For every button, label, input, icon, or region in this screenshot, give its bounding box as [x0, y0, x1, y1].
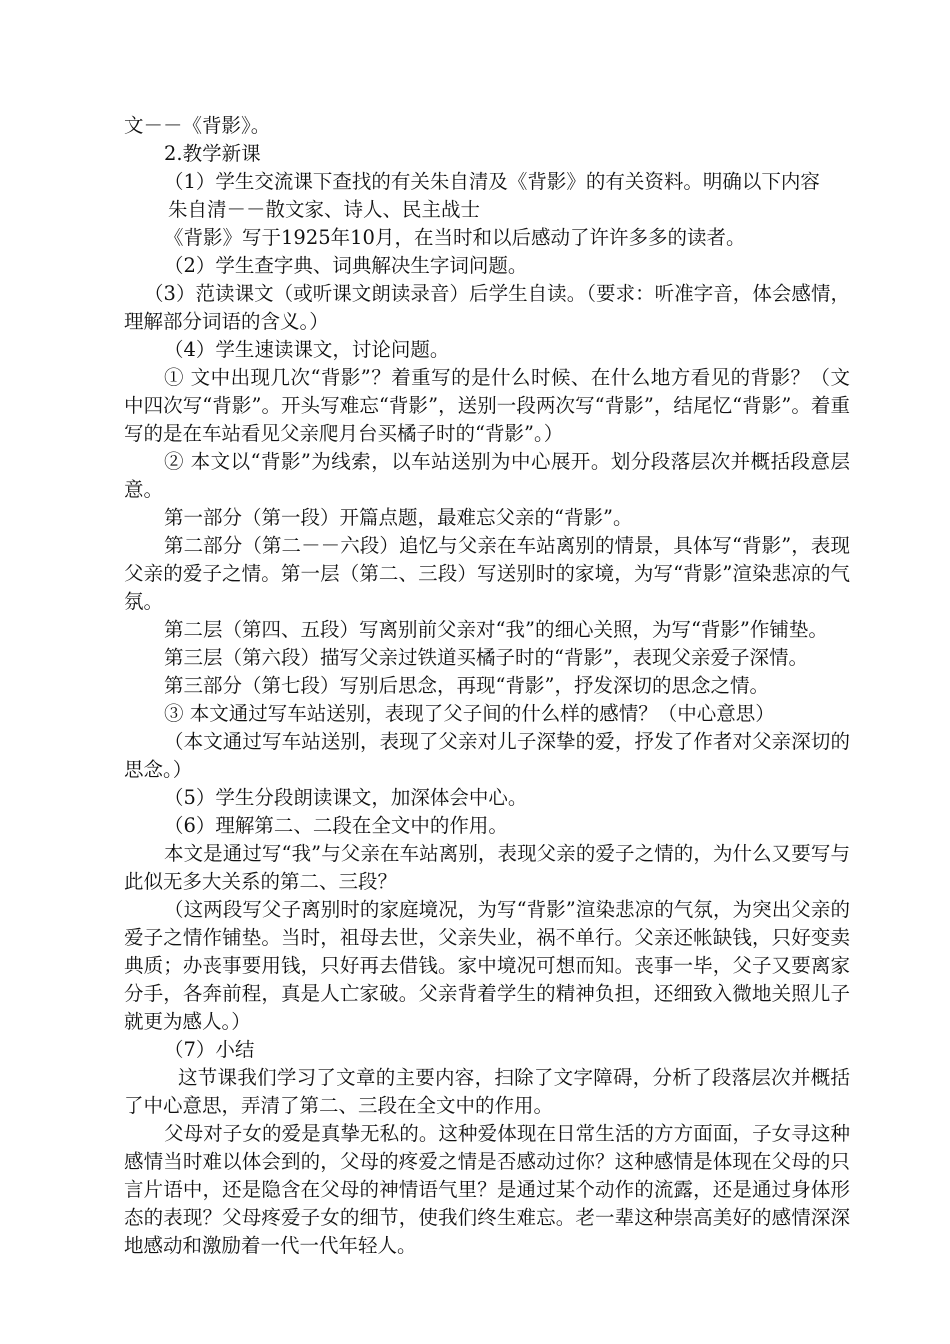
paragraph-part-1: 第一部分（第一段）开篇点题，最难忘父亲的“背影”。	[164, 506, 633, 529]
paragraph-step-6-question: 本文是通过写“我”与父亲在车站离别，表现父亲的爱子之情的，为什么又要写与此似无多大关系的第二、三段？	[124, 842, 850, 893]
paragraph-part-3: 第三部分（第七段）写别后思念，再现“背影”，抒发深切的思念之情。	[164, 674, 769, 697]
paragraph-step-5: （5）学生分段朗读课文，加深体会中心。	[164, 786, 528, 809]
paragraph-question-3: ③ 本文通过写车站送别，表现了父子间的什么样的感情？（中心意思）	[164, 702, 775, 725]
paragraph-conclusion: 父母对子女的爱是真挚无私的。这种爱体现在日常生活的方方面面，子女寻这种感情当时难以体会到的，父母的疼爱之情是否感动过你？这种感情是体现在父母的只言片语中，还是隐含在父母的神情语气里？是通过某个动作的流露，还是通过身体形态的表现？父母疼爱子女的细节，使我们终生难忘。老一辈这种崇高美好的感情深深地感动和激励着一代一代年轻人。	[124, 1122, 850, 1257]
paragraph-step-7: （7）小结	[164, 1038, 255, 1061]
paragraph-step-6-answer: （这两段写父子离别时的家庭境况，为写“背影”渲染悲凉的气氛，为突出父亲的爱子之情作铺垫。当时，祖母去世，父亲失业，祸不单行。父亲还帐缺钱，只好变卖典质；办丧事要用钱，只好再去借钱。家中境况可想而知。丧事一毕，父子又要离家分手，各奔前程，真是人亡家破。父亲背着学生的精神负担，还细致入微地关照儿子就更为感人。）	[124, 898, 850, 1033]
document-page	[124, 112, 850, 1260]
paragraph-question-2: ② 本文以“背影”为线索，以车站送别为中心展开。划分段落层次并概括段意层意。	[124, 450, 850, 501]
paragraph-step-4: （4）学生速读课文，讨论问题。	[164, 338, 450, 361]
paragraph-question-1: ① 文中出现几次“背影”？着重写的是什么时候、在什么地方看见的背影？（文中四次写“背影”。开头写难忘“背影”，送别一段两次写“背影”，结尾忆“背影”。着重写的是在车站看见父亲爬月台买橘子时的“背影”。）	[124, 366, 850, 445]
paragraph-step-2: （2）学生查字典、词典解决生字词问题。	[164, 254, 528, 277]
paragraph-section-heading: 2.教学新课	[164, 142, 261, 165]
paragraph-lesson-title-tail: 文－－《背影》。	[124, 114, 271, 137]
paragraph-answer-3: （本文通过写车站送别，表现了父亲对儿子深挚的爱，抒发了作者对父亲深切的思念。）	[124, 730, 850, 781]
paragraph-layer-2: 第二层（第四、五段）写离别前父亲对“我”的细心关照，为写“背影”作铺垫。	[164, 618, 828, 641]
paragraph-step-1: （1）学生交流课下查找的有关朱自清及《背影》的有关资料。明确以下内容	[164, 170, 820, 193]
paragraph-step-3: （3）范读课文（或听课文朗读录音）后学生自读。（要求：听准字音，体会感情，理解部分词语的含义。）	[124, 282, 850, 333]
paragraph-part-2: 第二部分（第二－－六段）追忆与父亲在车站离别的情景，具体写“背影”，表现父亲的爱子之情。第一层（第二、三段）写送别时的家境，为写“背影”渲染悲凉的气氛。	[124, 534, 850, 613]
paragraph-summary: 这节课我们学习了文章的主要内容，扫除了文字障碍，分析了段落层次并概括了中心意思，弄清了第二、三段在全文中的作用。	[124, 1066, 850, 1117]
paragraph-work-info: 《背影》写于1925年10月，在当时和以后感动了许许多多的读者。	[164, 226, 746, 249]
paragraph-layer-3: 第三层（第六段）描写父亲过铁道买橘子时的“背影”，表现父亲爱子深情。	[164, 646, 808, 669]
paragraph-author-info: 朱自清－－散文家、诗人、民主战士	[168, 198, 481, 221]
paragraph-step-6: （6）理解第二、二段在全文中的作用。	[164, 814, 508, 837]
